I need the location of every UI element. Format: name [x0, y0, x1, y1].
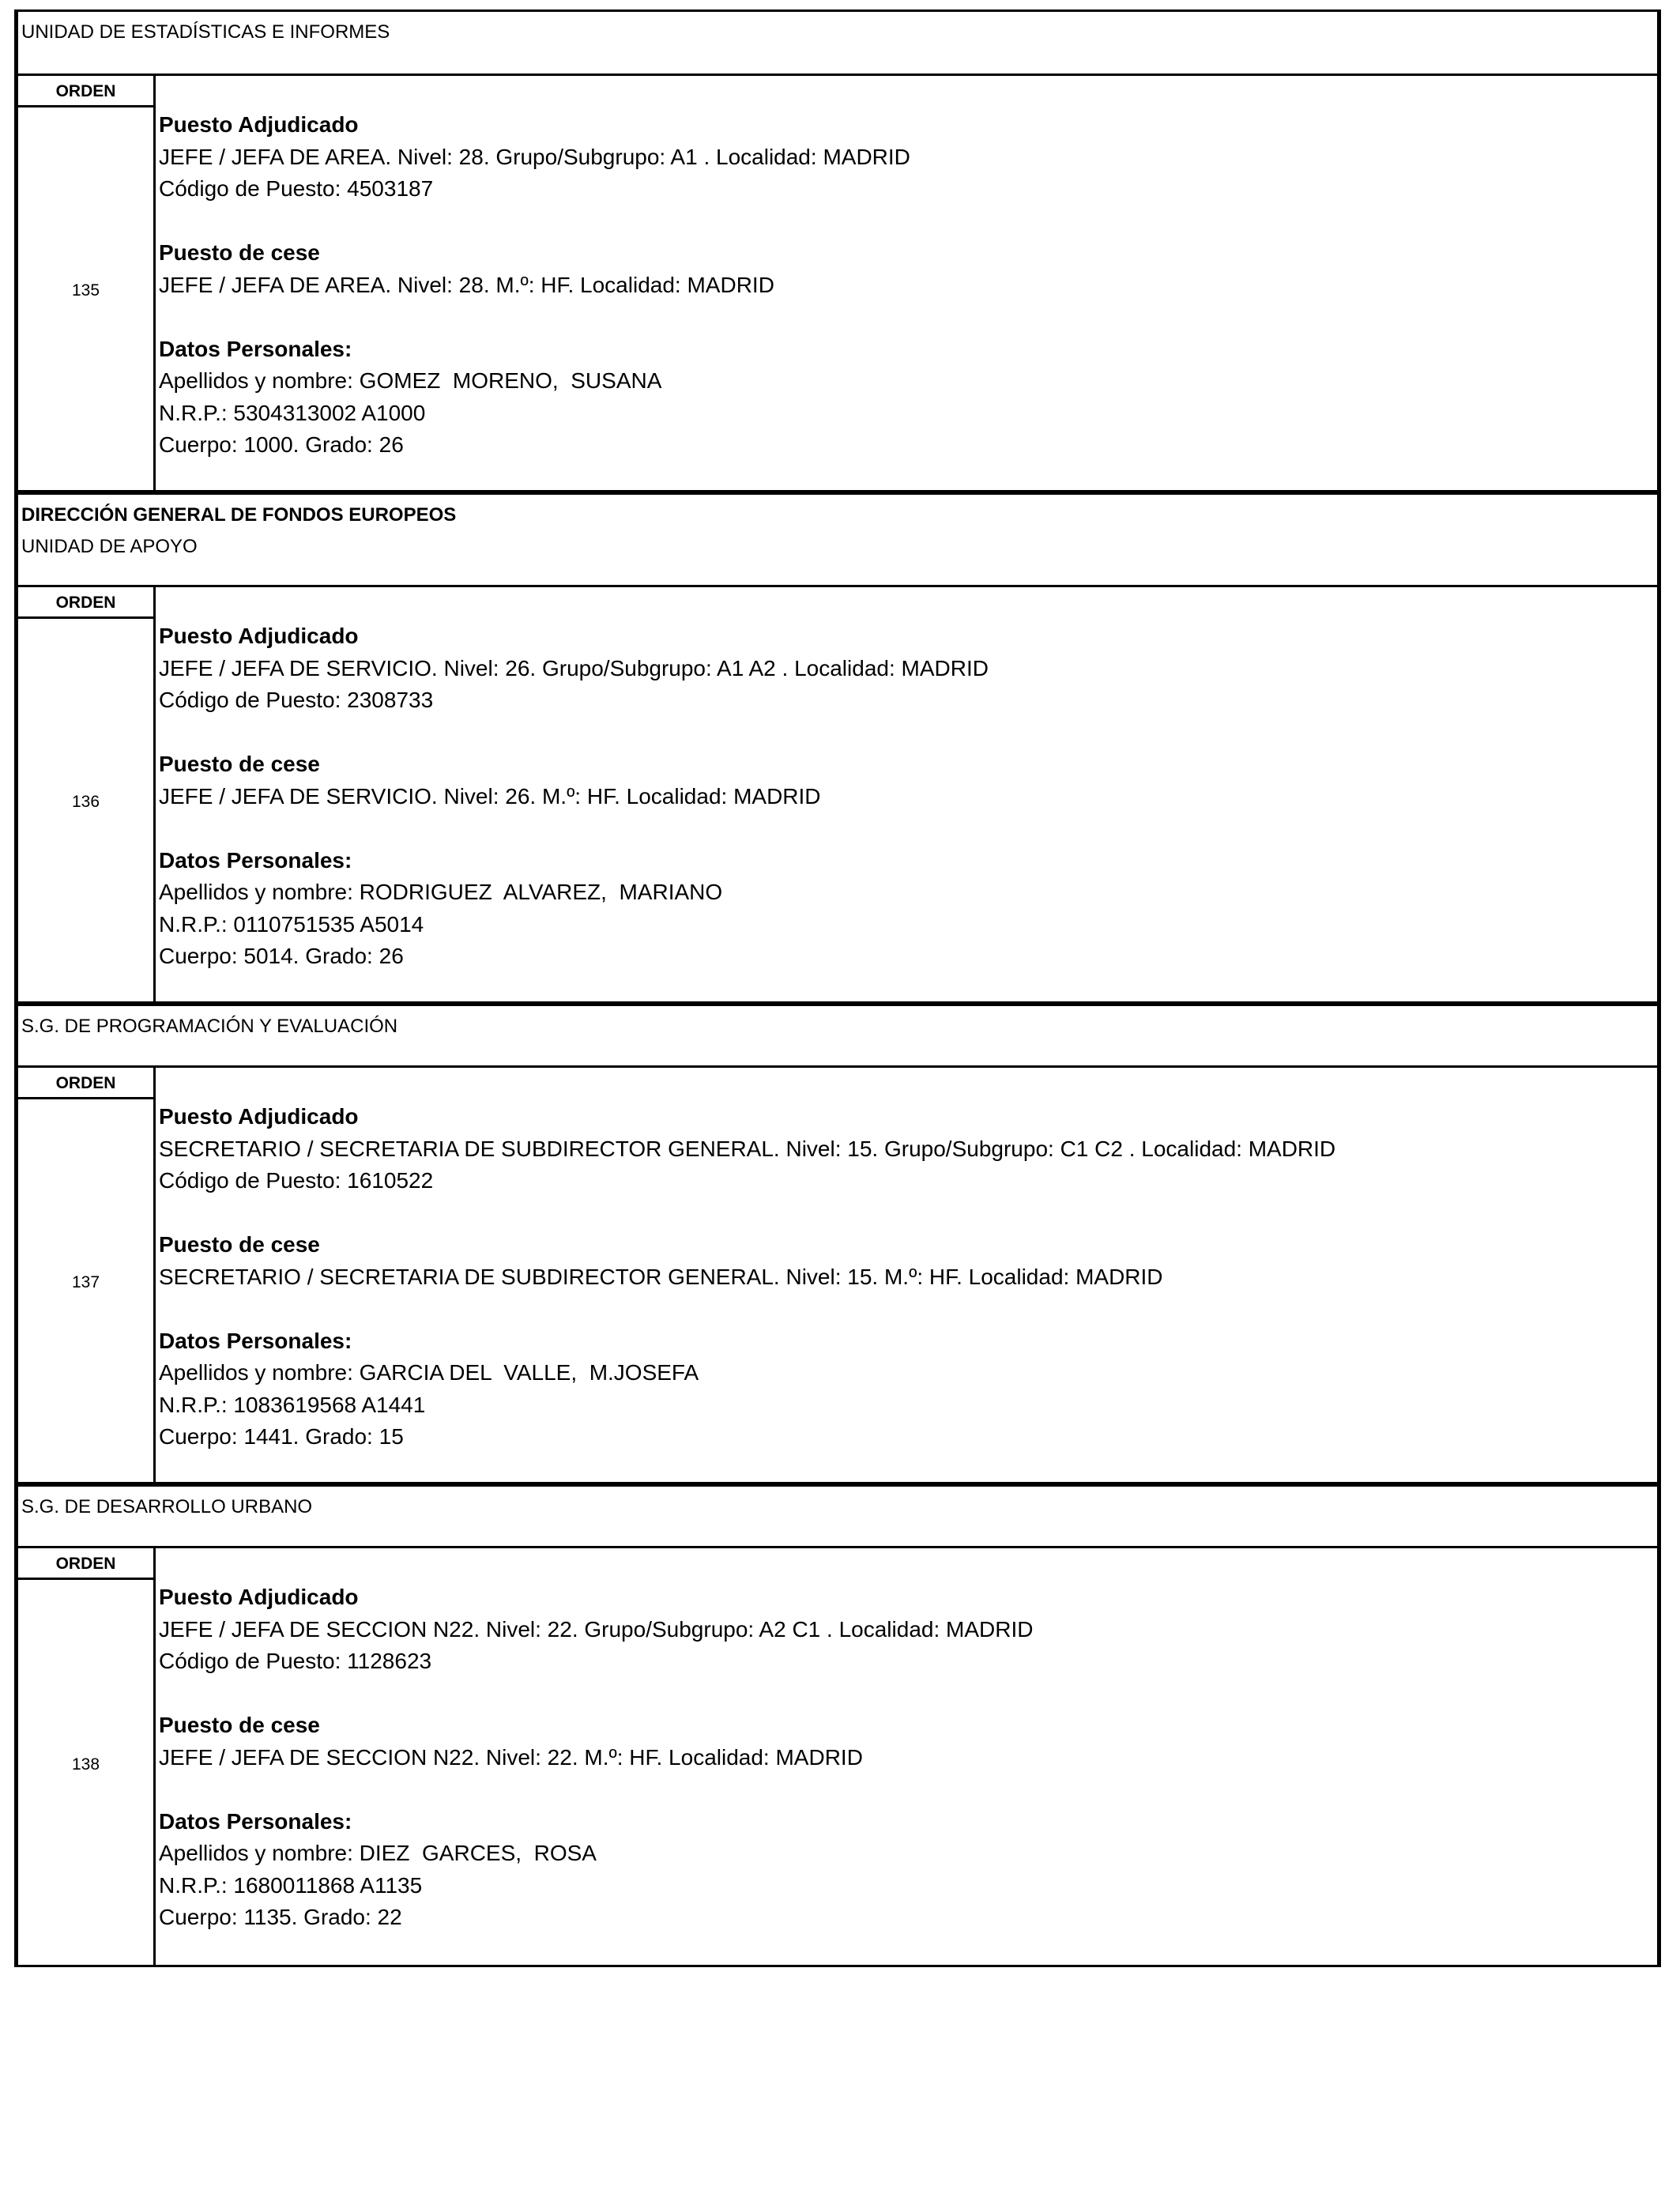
orden-column — [18, 1068, 156, 1482]
heading-line: UNIDAD DE ESTADÍSTICAS E INFORMES — [21, 21, 390, 43]
datos-personales-title: Datos Personales: — [159, 1808, 352, 1834]
section-heading — [18, 1484, 1657, 1548]
puesto-cese-text: JEFE / JEFA DE SERVICIO. Nivel: 26. M.º: HF. Localidad: MADRID — [159, 783, 821, 809]
apellidos-nombre: Apellidos y nombre: GARCIA DEL VALLE, M.JOSEFA — [159, 1360, 699, 1385]
entry-details — [156, 1068, 1657, 1482]
orden-label: ORDEN — [18, 76, 153, 107]
puesto-cese-text: SECRETARIO / SECRETARIA DE SUBDIRECTOR GENERAL. Nivel: 15. M.º: HF. Localidad: MADRID — [159, 1264, 1163, 1289]
entry-details — [156, 587, 1657, 1001]
datos-personales-title: Datos Personales: — [159, 336, 352, 361]
puesto-adjudicado-title: Puesto Adjudicado — [159, 1585, 359, 1609]
orden-number: 138 — [71, 1755, 100, 1774]
orden-label: ORDEN — [18, 1068, 153, 1099]
orden-label: ORDEN — [18, 587, 153, 619]
assignment-entry — [18, 76, 1657, 492]
codigo-puesto: Código de Puesto: 1610522 — [159, 1168, 434, 1193]
entry-details — [156, 1548, 1657, 1965]
puesto-cese-title: Puesto de cese — [159, 240, 320, 265]
assignment-entry — [18, 1068, 1657, 1484]
entry-details — [156, 76, 1657, 490]
orden-number: 136 — [71, 793, 100, 811]
orden-number: 137 — [71, 1273, 100, 1291]
puesto-cese-title: Puesto de cese — [159, 1713, 320, 1737]
puesto-adjudicado-title: Puesto Adjudicado — [159, 1104, 359, 1129]
section-heading — [18, 1004, 1657, 1068]
cuerpo-grado: Cuerpo: 1441. Grado: 15 — [159, 1424, 404, 1449]
datos-personales-title: Datos Personales: — [159, 1328, 352, 1353]
puesto-adjudicado-title: Puesto Adjudicado — [159, 624, 359, 648]
codigo-puesto: Código de Puesto: 1128623 — [159, 1649, 432, 1673]
datos-personales-title: Datos Personales: — [159, 847, 352, 873]
orden-column — [18, 76, 156, 490]
heading-line: UNIDAD DE APOYO — [21, 536, 198, 557]
section-heading — [18, 12, 1657, 76]
cuerpo-grado: Cuerpo: 1000. Grado: 26 — [159, 432, 404, 457]
apellidos-nombre: Apellidos y nombre: GOMEZ MORENO, SUSANA — [159, 368, 662, 393]
heading-line: S.G. DE DESARROLLO URBANO — [21, 1496, 313, 1517]
nrp: N.R.P.: 1083619568 A1441 — [159, 1392, 426, 1417]
orden-column — [18, 587, 156, 1001]
puesto-adjudicado-title: Puesto Adjudicado — [159, 112, 359, 137]
heading-line: S.G. DE PROGRAMACIÓN Y EVALUACIÓN — [21, 1016, 398, 1037]
puesto-adjudicado-text: JEFE / JEFA DE SERVICIO. Nivel: 26. Grupo/Subgrupo: A1 A2 . Localidad: MADRID — [159, 655, 989, 680]
puesto-cese-title: Puesto de cese — [159, 752, 320, 776]
heading-line: DIRECCIÓN GENERAL DE FONDOS EUROPEOS — [21, 504, 457, 526]
nrp: N.R.P.: 5304313002 A1000 — [159, 400, 426, 425]
puesto-adjudicado-text: JEFE / JEFA DE SECCION N22. Nivel: 22. Grupo/Subgrupo: A2 C1 . Localidad: MADRID — [159, 1616, 1034, 1642]
puesto-cese-title: Puesto de cese — [159, 1232, 320, 1257]
assignment-entry — [18, 587, 1657, 1004]
assignment-entry — [18, 1548, 1657, 1965]
nrp: N.R.P.: 0110751535 A5014 — [159, 911, 424, 937]
cuerpo-grado: Cuerpo: 1135. Grado: 22 — [159, 1905, 402, 1929]
apellidos-nombre: Apellidos y nombre: RODRIGUEZ ALVAREZ, MARIANO — [159, 880, 723, 904]
orden-label: ORDEN — [18, 1548, 153, 1580]
apellidos-nombre: Apellidos y nombre: DIEZ GARCES, ROSA — [159, 1841, 597, 1865]
orden-number: 135 — [71, 281, 100, 300]
orden-column — [18, 1548, 156, 1965]
puesto-cese-text: JEFE / JEFA DE AREA. Nivel: 28. M.º: HF. Localidad: MADRID — [159, 272, 774, 297]
section-heading — [18, 492, 1657, 587]
codigo-puesto: Código de Puesto: 2308733 — [159, 688, 434, 712]
puesto-adjudicado-text: SECRETARIO / SECRETARIA DE SUBDIRECTOR GENERAL. Nivel: 15. Grupo/Subgrupo: C1 C2 . Localidad: MADRID — [159, 1136, 1336, 1161]
assignments-table — [14, 9, 1661, 1967]
codigo-puesto: Código de Puesto: 4503187 — [159, 176, 434, 201]
puesto-adjudicado-text: JEFE / JEFA DE AREA. Nivel: 28. Grupo/Subgrupo: A1 . Localidad: MADRID — [159, 144, 910, 169]
puesto-cese-text: JEFE / JEFA DE SECCION N22. Nivel: 22. M.º: HF. Localidad: MADRID — [159, 1744, 863, 1770]
cuerpo-grado: Cuerpo: 5014. Grado: 26 — [159, 944, 404, 968]
nrp: N.R.P.: 1680011868 A1135 — [159, 1872, 423, 1898]
